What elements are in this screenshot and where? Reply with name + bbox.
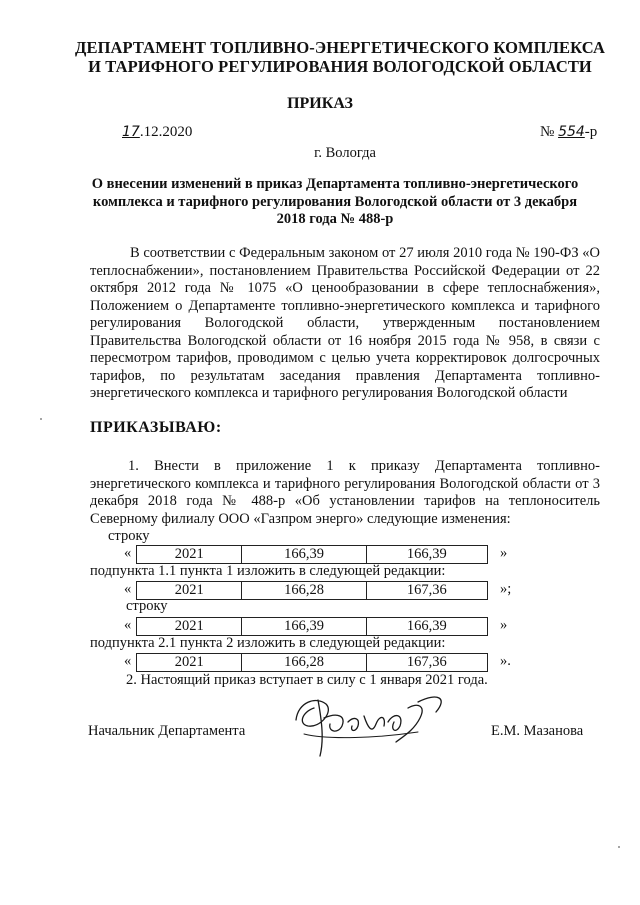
- handwritten-signature: [268, 682, 468, 762]
- table-row: [0, 581, 640, 603]
- cell-value-1: 166,28: [242, 654, 366, 671]
- document-number: [540, 124, 597, 141]
- block-3-lead: строку: [126, 598, 168, 614]
- number-prefix: №: [540, 124, 555, 140]
- item-2-paragraph: 2. Настоящий приказ вступает в силу с 1 января 2021 года.: [126, 672, 488, 688]
- open-quote: «: [124, 617, 132, 633]
- block-4-lead: подпункта 2.1 пункта 2 изложить в следующей редакции:: [90, 635, 446, 651]
- cell-value-2: 166,39: [406, 546, 447, 562]
- signatory-name: Е.М. Мазанова: [491, 723, 584, 739]
- block-2-lead: подпункта 1.1 пункта 1 изложить в следующей редакции:: [90, 563, 446, 579]
- department-header: [60, 38, 620, 76]
- cell-year: 2021: [137, 618, 242, 635]
- header-line-1: ДЕПАРТАМЕНТ ТОПЛИВНО-ЭНЕРГЕТИЧЕСКОГО КОМПЛЕКСА: [75, 38, 605, 57]
- scan-speck: [618, 846, 620, 848]
- scan-speck: [40, 418, 42, 420]
- cell-value-1: 166,28: [242, 582, 366, 599]
- header-line-2: И ТАРИФНОГО РЕГУЛИРОВАНИЯ ВОЛОГОДСКОЙ ОБЛАСТИ: [88, 57, 592, 76]
- number-suffix: -р: [584, 124, 598, 140]
- cell-value-1: 166,39: [242, 618, 366, 635]
- cell-value-2: 167,36: [406, 654, 447, 670]
- close-quote: »: [500, 617, 508, 633]
- cell-year: 2021: [137, 546, 242, 563]
- tariff-row-table: [136, 545, 488, 564]
- close-quote: »;: [500, 581, 512, 597]
- block-1-lead: строку: [108, 528, 150, 544]
- item-1-paragraph: 1. Внести в приложение 1 к приказу Департамента топливно-энергетического комплекса и тарифного регулирования Вологодской области от 3 декабря 2018 года № 488-р «Об установлении тарифов на теплоноситель Северному филиалу ООО «Газпром энерго» следующие изменения:: [90, 458, 600, 527]
- open-quote: «: [124, 653, 132, 669]
- cell-year: 2021: [137, 582, 242, 599]
- tariff-row-table: [136, 653, 488, 672]
- date-printed: .12.2020: [139, 124, 193, 140]
- order-title: О внесении изменений в приказ Департамента топливно-энергетического комплекса и тарифного регулирования Вологодской области от 3 декабря 2018 года № 488-р: [91, 176, 579, 227]
- tariff-row-table: [136, 581, 488, 600]
- preamble-paragraph: В соответствии с Федеральным законом от 27 июля 2010 года № 190-ФЗ «О теплоснабжении», постановлением Правительства Российской Федерации от 22 октября 2012 года № 1075 «О ценообразовании в сфере теплоснабжения», Положением о Департаменте топливно-энергетического комплекса и тарифного регулирования Вологодской области, утвержденным постановлением Правительства Вологодской области от 16 ноября 2015 года № 958, в связи с пересмотром тарифов, проводимом с целью учета корректировок долгосрочных тарифов, по результатам заседания правления Департамента топливно-энергетического комплекса и тарифного регулирования Вологодской области: [90, 245, 600, 401]
- open-quote: «: [124, 581, 132, 597]
- document-date: [122, 124, 192, 141]
- cell-year: 2021: [137, 654, 242, 671]
- order-word: ПРИКАЗЫВАЮ:: [90, 419, 222, 436]
- city: г. Вологда: [314, 145, 376, 161]
- document-type: ПРИКАЗ: [287, 95, 353, 112]
- cell-value-2: 167,36: [406, 582, 447, 598]
- open-quote: «: [124, 545, 132, 561]
- close-quote: »: [500, 545, 508, 561]
- cell-value-2: 166,39: [406, 618, 447, 634]
- tariff-row-table: [136, 617, 488, 636]
- date-handwritten-day: 17: [122, 124, 140, 140]
- close-quote: ».: [500, 653, 511, 669]
- number-handwritten: 554: [558, 124, 585, 140]
- cell-value-1: 166,39: [242, 546, 366, 563]
- signatory-role: Начальник Департамента: [88, 723, 246, 739]
